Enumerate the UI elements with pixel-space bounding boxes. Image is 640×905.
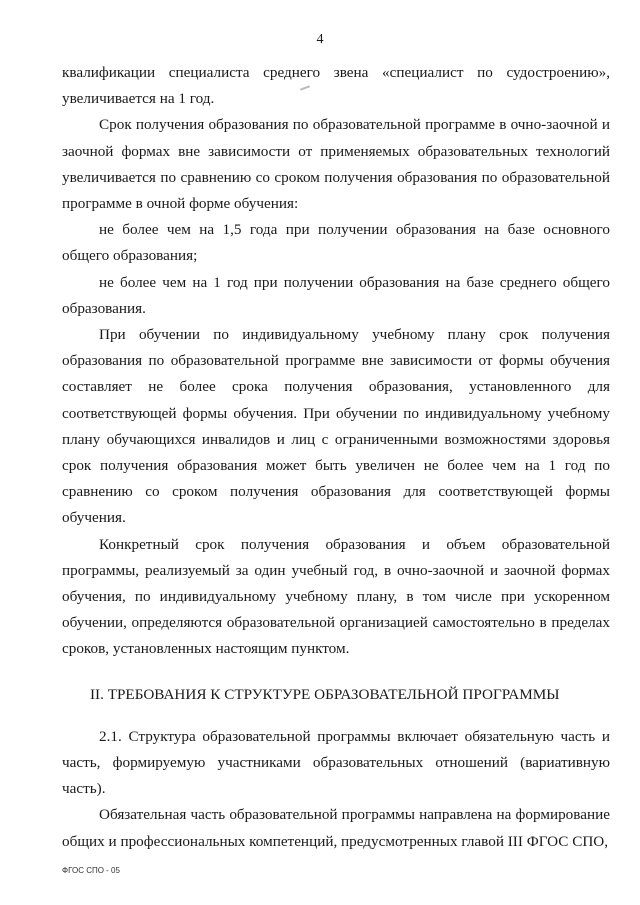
paragraph-specific-duration: Конкретный срок получения образования и объем образовательной программы, реализуемый за один учебный год, в очно-заочной и заочной формах обучения, по индивидуальному учебному плану, в том числе при ускоренном обучении, определяются образовательной организацией самостоятельно в пределах сроков, установленных настоящим пунктом. xyxy=(62,535,610,658)
paragraph-continuation: квалификации специалиста среднего звена «специалист по судостроению», увеличивается на 1 год. xyxy=(62,64,610,108)
document-body xyxy=(62,60,610,855)
section-heading: II. ТРЕБОВАНИЯ К СТРУКТУРЕ ОБРАЗОВАТЕЛЬНОЙ ПРОГРАММЫ xyxy=(90,685,560,703)
paragraph-basic-general: не более чем на 1,5 года при получении образования на базе основного общего образования; xyxy=(62,221,610,265)
paragraph-structure: 2.1. Структура образовательной программы включает обязательную часть и часть, формируемую участниками образовательных отношений (вариативную часть). xyxy=(62,727,610,798)
footer-code: ФГОС СПО - 05 xyxy=(62,866,120,875)
paragraph-secondary-general: не более чем на 1 год при получении образования на базе среднего общего образования. xyxy=(62,273,610,317)
paragraph-individual-plan: При обучении по индивидуальному учебному плану срок получения образования по образовательной программе вне зависимости от формы обучения составляет не более срока получения образования, установленного для соответствующей формы обучения. При обучении по индивидуальному учебному плану обучающихся инвалидов и лиц с ограниченными возможностями здоровья срок получения образования может быть увеличен не более чем на 1 год по сравнению со сроком получения образования для соответствующей формы обучения. xyxy=(62,326,610,527)
paragraph-study-duration: Срок получения образования по образовательной программе в очно-заочной и заочной формах вне зависимости от применяемых образовательных технологий увеличивается по сравнению со сроком получения образования по образовательной программе в очной форме обучения: xyxy=(62,116,610,213)
paragraph-mandatory-part: Обязательная часть образовательной программы направлена на формирование общих и профессиональных компетенций, предусмотренных главой III ФГОС СПО, xyxy=(62,806,610,850)
page-number: 4 xyxy=(316,32,324,47)
